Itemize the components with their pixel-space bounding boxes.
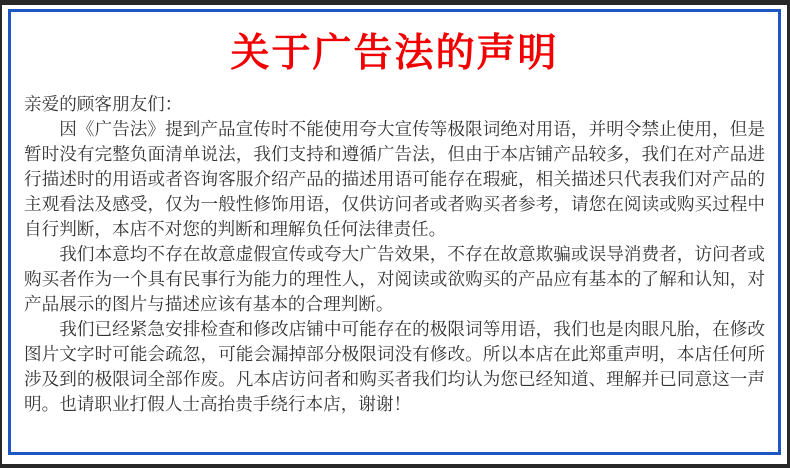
notice-body <box>24 92 765 417</box>
page-title: 关于广告法的声明 <box>230 32 559 75</box>
notice-frame <box>8 9 781 455</box>
paragraph-no-false-advertising: 我们本意均不存在故意虚假宣传或夸大广告效果，不存在故意欺骗或误导消费者，访问者或购买者作为一个具有民事行为能力的理性人，对阅读或欲购买的产品应有基本的了解和认知，对产品展示的图片与描述应该有基本的合理判断。 <box>24 244 765 314</box>
paragraph-advertising-law: 因《广告法》提到产品宣传时不能使用夸大宣传等极限词绝对用语，并明令禁止使用，但是暂时没有完整负面清单说法，我们支持和遵循广告法，但由于本店铺产品较多，我们在对产品进行描述时的用语或者咨询客服介绍产品的描述用语可能存在瑕疵，相关描述只代表我们对产品的主观看法及感受，仅为一般性修饰用语，仅供访问者或者购买者参考，请您在阅读或购买过程中自行判断，本店不对您的判断和理解负任何法律责任。 <box>24 119 765 239</box>
greeting-line: 亲爱的顾客朋友们： <box>24 94 183 114</box>
paragraph-banned-words-void: 我们已经紧急安排检查和修改店铺中可能存在的极限词等用语，我们也是肉眼凡胎，在修改图片文字时可能会疏忽，可能会漏掉部分极限词没有修改。所以本店在此郑重声明，本店任何所涉及到的极限词全部作废。凡本店访问者和购买者我们均认为您已经知道、理解并已同意这一声明。也请职业打假人士高抬贵手绕行本店，谢谢！ <box>24 319 765 414</box>
